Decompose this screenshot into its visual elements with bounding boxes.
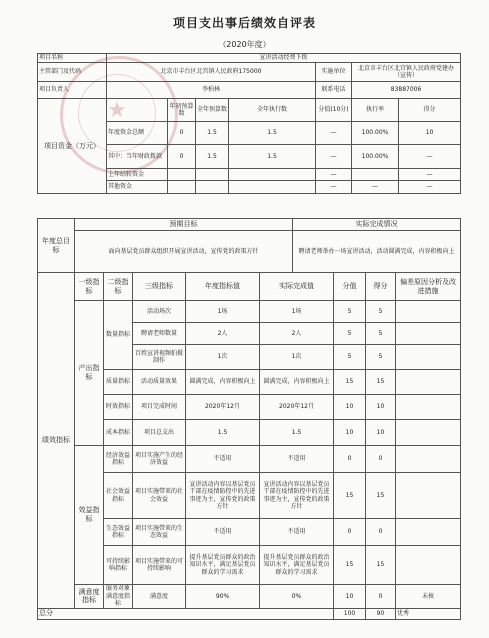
perf-note: 未核 (396, 585, 461, 609)
perf-l3: 活动质量效果 (133, 370, 186, 395)
perf-note (396, 420, 461, 446)
perf-l2: 质量指标 (104, 370, 133, 395)
funds-cell (168, 169, 196, 181)
perf-note (396, 323, 461, 345)
funds-cell (229, 181, 316, 194)
funds-cell: 1.5 (196, 145, 229, 169)
project-name-label: 项目名称 (38, 54, 107, 63)
perf-l3: 项目实施带来的社会效益 (133, 473, 186, 519)
perf-target: 圆满完成，内容积极向上 (186, 370, 260, 395)
effect-label: 效益指标 (75, 446, 104, 585)
funds-row-name: 年度资金总额 (107, 122, 168, 145)
project-name-value: 宣讲活动经费下拨 (107, 54, 461, 63)
impl-value: 北京市丰台区北宫镇人民政府党建办（宣传） (352, 63, 461, 82)
impl-label: 实施单位 (316, 63, 352, 82)
perf-actual: 1场 (260, 301, 334, 323)
perf-actual: 0% (260, 585, 334, 609)
funds-header-1: 全年预算数 (196, 99, 229, 122)
funds-cell (352, 169, 399, 181)
seal-star-icon: ★ (107, 98, 127, 123)
perf-header-1: 二级指标 (104, 273, 133, 301)
funds-cell: — (316, 145, 352, 169)
goals-actual-header: 实际完成情况 (293, 219, 461, 231)
perf-target: 2人 (186, 323, 260, 345)
funds-header-2: 全年执行数 (229, 99, 316, 122)
goals-label: 年度总目标 (38, 219, 75, 273)
perf-actual: 提升基层党员群众的政治知识水平，满足基层党员群众的学习需求 (260, 546, 334, 585)
perf-target: 90% (186, 585, 260, 609)
goals-expected-value: 面向基层党员群众组织开展宣讲活动，宣传党的政策方针 (75, 231, 293, 273)
perf-l2: 服务对象满意度指标 (104, 585, 133, 609)
output-label: 产出指标 (75, 301, 104, 446)
satisfaction-label: 满意度指标 (75, 585, 104, 609)
funds-cell (196, 169, 229, 181)
perf-target: 2020年12月 (186, 395, 260, 420)
perf-target: 1次 (186, 345, 260, 370)
perf-header-7: 偏差原因分析及改进措施 (396, 273, 461, 301)
perf-note (396, 446, 461, 473)
perf-header-3: 年度指标值 (186, 273, 260, 301)
perf-l3: 活动场次 (133, 301, 186, 323)
total-got: 90 (366, 608, 396, 619)
perf-got: 10 (366, 420, 396, 446)
perf-header-5: 分值 (334, 273, 366, 301)
funds-row-name: 上年结转资金 (107, 169, 168, 181)
perf-l2: 社会效益指标 (104, 473, 133, 519)
funds-row-name: 其中：当年财政拨款 (107, 145, 168, 169)
perf-l3: 项目完成时间 (133, 395, 186, 420)
funds-cell: — (316, 122, 352, 145)
perf-score: 15 (334, 546, 366, 585)
dept-value: 北京市丰台区北宫镇人民政府175000 (107, 63, 316, 82)
perf-score: 15 (334, 370, 366, 395)
perf-target: 不适用 (186, 519, 260, 546)
document-year: （2020年度） (218, 40, 271, 49)
perf-target: 1.5 (186, 420, 260, 446)
perf-got: 15 (366, 473, 396, 519)
perf-actual: 2020年12月 (260, 395, 334, 420)
perf-got: 0 (366, 446, 396, 473)
perf-l3: 项目总支出 (133, 420, 186, 446)
perf-l3: 项目实施带来的可持续影响 (133, 546, 186, 585)
funds-cell: 0 (168, 145, 196, 169)
funds-cell: — (316, 169, 352, 181)
document-title: 项目支出事后绩效自评表 (172, 16, 316, 30)
perf-got: 5 (366, 301, 396, 323)
funds-cell: — (316, 181, 352, 194)
perf-got: 0 (366, 519, 396, 546)
perf-header-0: 一级指标 (75, 273, 104, 301)
perf-score: 5 (334, 345, 366, 370)
perf-target: 不适用 (186, 446, 260, 473)
perf-actual: 不适用 (260, 446, 334, 473)
funds-cell: — (352, 181, 399, 194)
perf-header-6: 得分 (366, 273, 396, 301)
perf-actual: 不适用 (260, 519, 334, 546)
funds-header-5: 得分 (399, 99, 461, 122)
perf-l3: 项目实施带来的生态效益 (133, 519, 186, 546)
perf-note (396, 395, 461, 420)
perf-label: 绩效指标 (38, 273, 75, 609)
perf-l3: 满意度 (133, 585, 186, 609)
funds-row-name: 其他资金 (107, 181, 168, 194)
perf-actual: 1.5 (260, 420, 334, 446)
funds-cell: 0 (168, 122, 196, 145)
funds-header-0: 年初预算数 (168, 99, 196, 122)
perf-header-4: 实际完成值 (260, 273, 334, 301)
funds-cell: 10 (399, 122, 461, 145)
table-row (38, 301, 461, 323)
goals-actual-value: 聘请老师举办一场宣讲活动，活动圆满完成，内容积极向上 (293, 231, 461, 273)
perf-score: 5 (334, 301, 366, 323)
perf-got: 15 (366, 546, 396, 585)
perf-header-2: 三级指标 (133, 273, 186, 301)
info-funds-table (37, 53, 461, 194)
phone-label: 联系电话 (316, 82, 352, 99)
perf-l3: 百姓宣讲视频拍摄制作 (133, 345, 186, 370)
leader-value: 李柏林 (107, 82, 316, 99)
perf-got: 10 (366, 395, 396, 420)
funds-cell (196, 181, 229, 194)
perf-score: 0 (334, 446, 366, 473)
funds-cell: 1.5 (229, 122, 316, 145)
perf-actual: 2人 (260, 323, 334, 345)
total-grade: 优秀 (396, 608, 461, 619)
perf-l3: 项目实施产生的经济效益 (133, 446, 186, 473)
dept-label: 主管部门及代码 (38, 63, 107, 82)
perf-score: 10 (334, 395, 366, 420)
perf-got: 5 (366, 345, 396, 370)
perf-l2: 生态效益指标 (104, 519, 133, 546)
funds-cell (168, 181, 196, 194)
perf-l2: 可持续影响指标 (104, 546, 133, 585)
perf-target: 宣讲活动内容以基层党员干部在疫情防控中的先进事迹为主，宣传党的政策方针 (186, 473, 260, 519)
performance-table (37, 272, 461, 620)
perf-score: 0 (334, 519, 366, 546)
goals-table (37, 218, 461, 273)
funds-header-3: 分值(10分) (316, 99, 352, 122)
perf-note (396, 345, 461, 370)
perf-actual: 宣讲活动内容以基层党员干部在疫情防控中的先进事迹为主，宣传党的政策方针 (260, 473, 334, 519)
table-row (38, 446, 461, 473)
perf-score: 15 (334, 473, 366, 519)
perf-got: 15 (366, 370, 396, 395)
funds-cell: — (399, 181, 461, 194)
perf-got: 5 (366, 323, 396, 345)
perf-l2: 成本指标 (104, 420, 133, 446)
leader-label: 项目负责人 (38, 82, 107, 99)
perf-note (396, 546, 461, 585)
perf-l3: 聘请老师数量 (133, 323, 186, 345)
funds-cell: — (399, 169, 461, 181)
perf-score: 5 (334, 323, 366, 345)
funds-cell: 1.5 (196, 122, 229, 145)
goals-expected-header: 预期目标 (75, 219, 293, 231)
total-score: 100 (334, 608, 366, 619)
perf-l2: 时效指标 (104, 395, 133, 420)
perf-note (396, 370, 461, 395)
funds-cell (229, 169, 316, 181)
funds-cell: — (399, 145, 461, 169)
phone-value: 83887006 (352, 82, 461, 99)
perf-target: 提升基层党员群众的政治知识水平，满足基层党员群众的学习需求 (186, 546, 260, 585)
funds-cell: 100.00% (352, 122, 399, 145)
funds-cell: 100.00% (352, 145, 399, 169)
perf-actual: 1次 (260, 345, 334, 370)
funds-label: 项目资金（万元） (38, 99, 107, 194)
funds-header-4: 执行率 (352, 99, 399, 122)
funds-header-blank (107, 99, 168, 122)
perf-target: 1场 (186, 301, 260, 323)
perf-note (396, 473, 461, 519)
table-row (38, 585, 461, 609)
perf-l2: 经济效益指标 (104, 446, 133, 473)
total-row (38, 608, 461, 619)
perf-score: 10 (334, 420, 366, 446)
perf-actual: 圆满完成，内容积极向上 (260, 370, 334, 395)
perf-l2: 数量指标 (104, 301, 133, 370)
perf-score: 10 (334, 585, 366, 609)
perf-note (396, 519, 461, 546)
total-label: 总分 (38, 608, 334, 619)
perf-note (396, 301, 461, 323)
perf-got: 0 (366, 585, 396, 609)
funds-cell: 1.5 (229, 145, 316, 169)
